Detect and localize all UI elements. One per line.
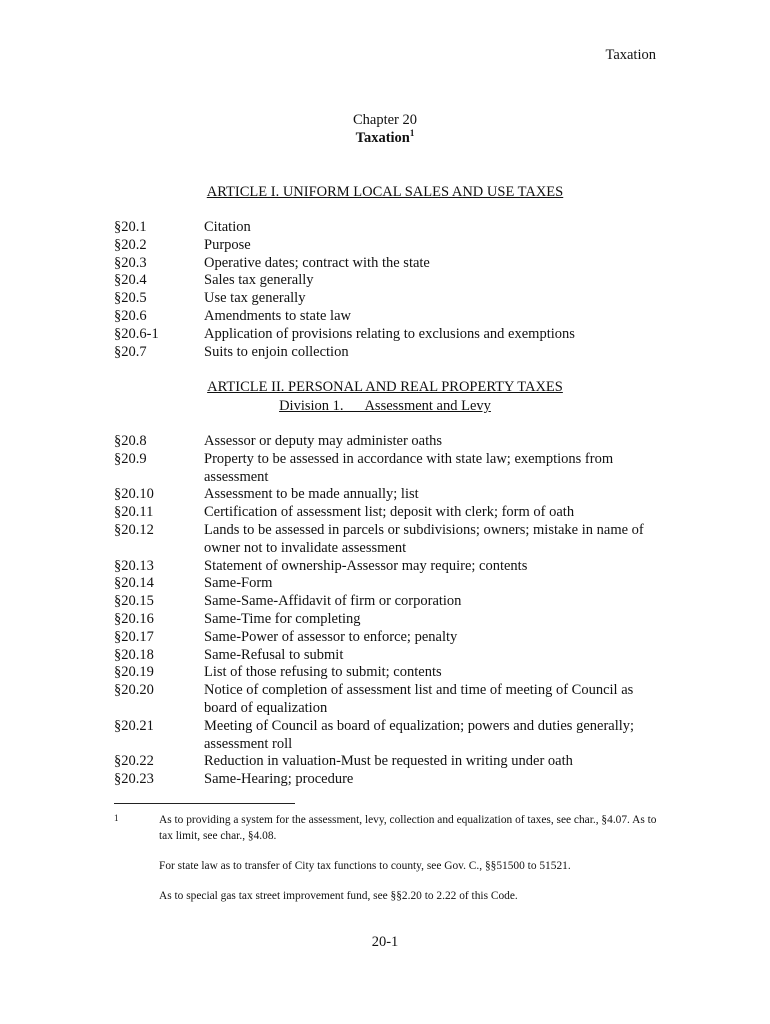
section-title: Assessment to be made annually; list bbox=[204, 486, 419, 503]
section-entry[interactable] bbox=[114, 290, 659, 308]
section-number: §20.9 bbox=[114, 450, 147, 467]
section-entry[interactable] bbox=[114, 433, 659, 451]
section-entry[interactable] bbox=[114, 611, 659, 629]
footnote-paragraph-2: For state law as to transfer of City tax functions to county, see Gov. C., §§51500 to 51521. bbox=[159, 860, 571, 872]
section-title: Certification of assessment list; deposit with clerk; form of oath bbox=[204, 504, 575, 521]
section-entry[interactable] bbox=[114, 486, 659, 504]
footnote-1 bbox=[114, 812, 659, 844]
page-number: 20-1 bbox=[371, 934, 399, 950]
section-title: Notice of completion of assessment list and time of meeting of Council as board of equalization bbox=[204, 682, 634, 716]
section-number: §20.3 bbox=[114, 254, 147, 271]
section-number: §20.16 bbox=[114, 610, 154, 627]
section-entry[interactable] bbox=[114, 326, 659, 344]
section-number: §20.2 bbox=[114, 236, 147, 253]
section-entry[interactable] bbox=[114, 647, 659, 665]
section-number: §20.5 bbox=[114, 290, 147, 307]
footnotes bbox=[114, 812, 659, 904]
section-title: Amendments to state law bbox=[204, 307, 351, 324]
section-entry[interactable] bbox=[114, 682, 659, 718]
section-title: Operative dates; contract with the state bbox=[204, 254, 430, 271]
section-number: §20.18 bbox=[114, 646, 154, 663]
section-entry[interactable] bbox=[114, 593, 659, 611]
section-entry[interactable] bbox=[114, 504, 659, 522]
section-title: Same-Refusal to submit bbox=[204, 646, 344, 663]
section-number: §20.22 bbox=[114, 753, 154, 770]
section-number: §20.20 bbox=[114, 682, 154, 699]
section-title: Same-Same-Affidavit of firm or corporation bbox=[204, 593, 462, 610]
section-entry[interactable] bbox=[114, 718, 659, 754]
section-entry[interactable] bbox=[114, 575, 659, 593]
section-title: Suits to enjoin collection bbox=[204, 343, 349, 360]
running-head: Taxation bbox=[605, 47, 656, 63]
section-number: §20.7 bbox=[114, 343, 147, 360]
section-number: §20.19 bbox=[114, 664, 154, 681]
section-number: §20.13 bbox=[114, 557, 154, 574]
section-title: Application of provisions relating to exclusions and exemptions bbox=[204, 325, 575, 342]
section-number: §20.8 bbox=[114, 433, 147, 449]
section-entry[interactable] bbox=[114, 255, 659, 273]
chapter-label: Chapter 20 bbox=[352, 112, 418, 128]
section-entry[interactable] bbox=[114, 771, 659, 789]
section-title: Same-Time for completing bbox=[204, 610, 361, 627]
section-title: Purpose bbox=[204, 236, 251, 253]
section-number: §20.23 bbox=[114, 771, 154, 788]
section-title: Reduction in valuation-Must be requested in writing under oath bbox=[204, 753, 573, 770]
section-title: Citation bbox=[204, 219, 251, 235]
section-entry[interactable] bbox=[114, 344, 659, 362]
footnote-reference[interactable]: 1 bbox=[409, 128, 415, 139]
section-number: §20.12 bbox=[114, 521, 154, 538]
section-entry[interactable] bbox=[114, 272, 659, 290]
section-entry[interactable] bbox=[114, 308, 659, 326]
section-entry[interactable] bbox=[114, 753, 659, 771]
section-title: Meeting of Council as board of equalization; powers and duties generally; assessment roll bbox=[204, 717, 635, 752]
section-title: Same-Form bbox=[204, 575, 273, 592]
section-number: §20.4 bbox=[114, 272, 147, 289]
section-number: §20.11 bbox=[114, 504, 154, 521]
footnote-divider bbox=[114, 803, 295, 804]
article-2-section-list bbox=[114, 433, 659, 789]
section-entry[interactable] bbox=[114, 237, 659, 255]
section-entry[interactable] bbox=[114, 664, 659, 682]
section-title: Assessor or deputy may administer oaths bbox=[204, 433, 443, 449]
section-entry[interactable] bbox=[114, 451, 659, 487]
article-1-heading: ARTICLE I. UNIFORM LOCAL SALES AND USE TAXES bbox=[206, 184, 564, 200]
division-1-heading: Division 1. Assessment and Levy bbox=[279, 398, 491, 414]
section-number: §20.15 bbox=[114, 593, 154, 610]
section-entry[interactable] bbox=[114, 522, 659, 558]
section-number: §20.10 bbox=[114, 486, 154, 503]
chapter-title-text: Taxation bbox=[355, 130, 410, 146]
section-title: Same-Hearing; procedure bbox=[204, 771, 354, 788]
article-1-section-list bbox=[114, 219, 659, 361]
footnote-text: As to providing a system for the assessment, levy, collection and equalization of taxes, see char., §4.07. As to tax limit, see char., §4.08. bbox=[159, 814, 657, 842]
section-title: Statement of ownership-Assessor may require; contents bbox=[204, 557, 528, 574]
section-entry[interactable] bbox=[114, 219, 659, 237]
section-number: §20.21 bbox=[114, 717, 154, 734]
section-number: §20.17 bbox=[114, 628, 154, 645]
section-number: §20.14 bbox=[114, 575, 154, 592]
section-entry[interactable] bbox=[114, 629, 659, 647]
section-title: Same-Power of assessor to enforce; penalty bbox=[204, 628, 458, 645]
footnote-paragraph-3: As to special gas tax street improvement fund, see §§2.20 to 2.22 of this Code. bbox=[159, 890, 518, 902]
section-number: §20.1 bbox=[114, 219, 147, 235]
chapter-heading bbox=[0, 111, 770, 147]
section-title: List of those refusing to submit; contents bbox=[204, 664, 442, 681]
chapter-title bbox=[0, 129, 770, 147]
section-title: Property to be assessed in accordance with state law; exemptions from assessment bbox=[204, 450, 614, 485]
section-title: Lands to be assessed in parcels or subdivisions; owners; mistake in name of owner not to invalidate assessment bbox=[204, 521, 644, 556]
footnote-mark: 1 bbox=[114, 813, 119, 823]
section-number: §20.6 bbox=[114, 307, 147, 324]
section-entry[interactable] bbox=[114, 558, 659, 576]
section-number: §20.6-1 bbox=[114, 325, 159, 342]
section-title: Use tax generally bbox=[204, 290, 306, 307]
section-title: Sales tax generally bbox=[204, 272, 314, 289]
article-2-heading: ARTICLE II. PERSONAL AND REAL PROPERTY TAXES bbox=[207, 379, 563, 395]
